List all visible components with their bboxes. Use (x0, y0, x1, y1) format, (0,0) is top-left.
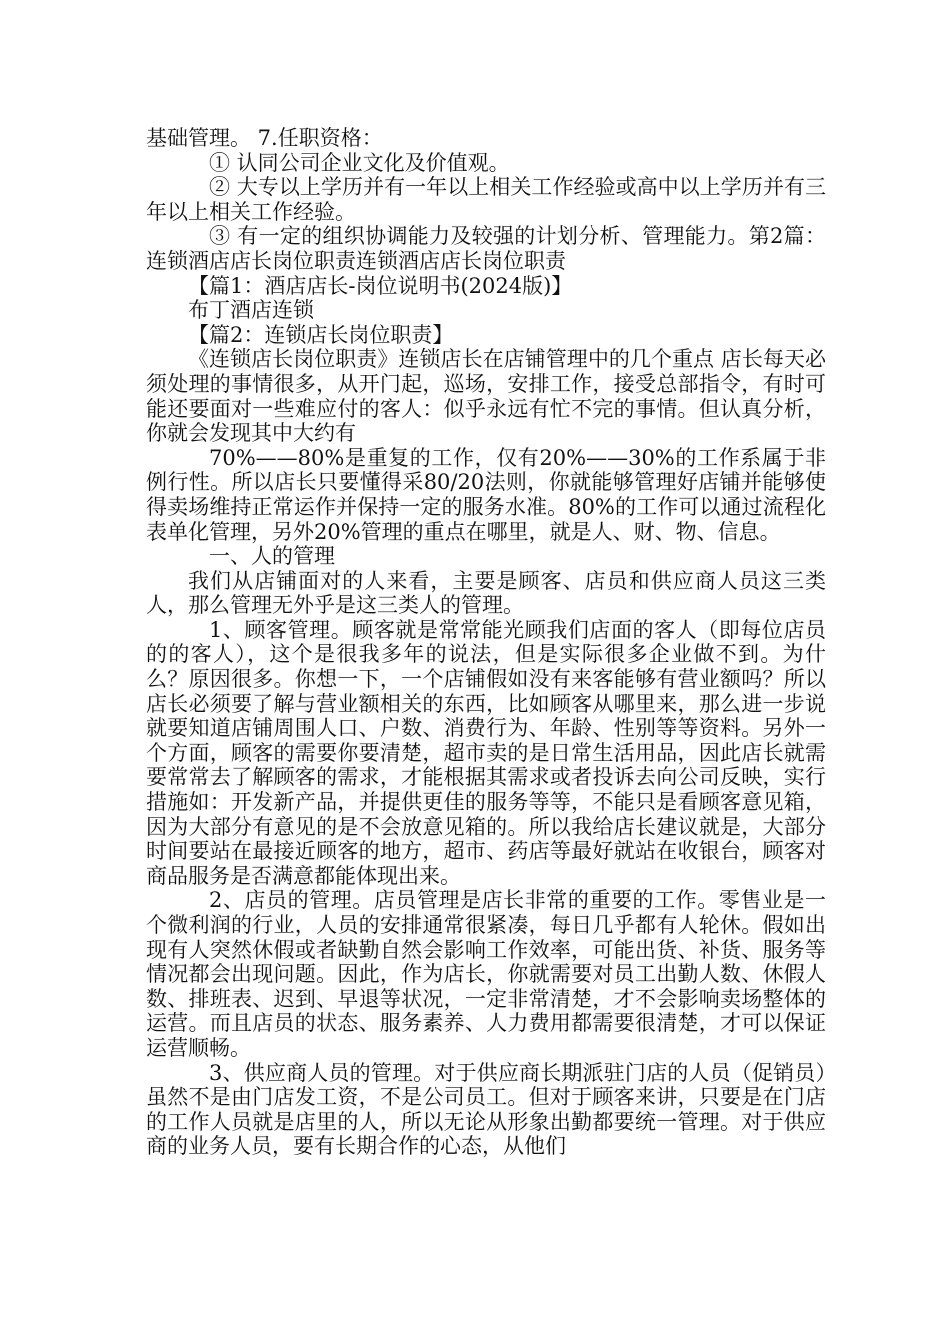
paragraph-8: 《连锁店长岗位职责》连锁店长在店铺管理中的几个重点 店长每天必须处理的事情很多，从开门起，巡场，安排工作，接受总部指令，有时可能还要面对一些难应付的客人：似乎永远有忙不完的事情。但认真分析，你就会发现其中大约有 (146, 347, 826, 446)
paragraph-1: 基础管理。 7.任职资格： (146, 126, 383, 150)
document-page (146, 126, 826, 1159)
paragraph-9: 70%——80%是重复的工作，仅有20%——30%的工作系属于非例行性。所以店长只要懂得采80/20法则，你就能够管理好店铺并能够使得卖场维持正常运作并保持一定的服务水准。80%的工作可以通过流程化表单化管理，另外20%管理的重点在哪里，就是人、财、物、信息。 (146, 445, 826, 544)
paragraph-11: 我们从店铺面对的人来看，主要是顾客、店员和供应商人员这三类人，那么管理无外乎是这三类人的管理。 (146, 568, 826, 618)
paragraph-5: 【篇1：酒店店长-岗位说明书(2024版)】 (188, 273, 573, 298)
paragraph-4: ③ 有一定的组织协调能力及较强的计划分析、管理能力。第2篇：连锁酒店店长岗位职责连锁酒店店长岗位职责 (146, 224, 826, 273)
paragraph-2: ① 认同公司企业文化及价值观。 (209, 150, 510, 175)
paragraph-13: 2、店员的管理。店员管理是店长非常的重要的工作。零售业是一个微利润的行业，人员的安排通常很紧凑，每日几乎都有人轮休。假如出现有人突然休假或者缺勤自然会影响工作效率，可能出货、补货、服务等情况都会出现问题。因此，作为店长，你就需要对员工出勤人数、休假人数、排班表、迟到、早退等状况，一定非常清楚，才不会影响卖场整体的运营。而且店员的状态、服务素养、人力费用都需要很清楚，才可以保证运营顺畅。 (146, 888, 826, 1060)
paragraph-6: 布丁酒店连锁 (188, 298, 314, 323)
paragraph-3: ② 大专以上学历并有一年以上相关工作经验或高中以上学历并有三年以上相关工作经验。 (146, 175, 826, 224)
paragraph-10: 一、人的管理 (209, 544, 335, 569)
paragraph-14: 3、供应商人员的管理。对于供应商长期派驻门店的人员（促销员）虽然不是由门店发工资，不是公司员工。但对于顾客来讲，只要是在门店的工作人员就是店里的人，所以无论从形象出勤都要统一管理。对于供应商的业务人员，要有长期合作的心态，从他们 (146, 1060, 826, 1159)
paragraph-12: 1、顾客管理。顾客就是常常能光顾我们店面的客人（即每位店员的的客人），这个是很我多年的说法，但是实际很多企业做不到。为什么？原因很多。你想一下，一个店铺假如没有来客能够有营业额吗？所以店长必须要了解与营业额相关的东西，比如顾客从哪里来，那么进一步说就要知道店铺周围人口、户数、消费行为、年龄、性别等等资料。另外一个方面，顾客的需要你要清楚，超市卖的是日常生活用品，因此店长就需要常常去了解顾客的需求，才能根据其需求或者投诉去向公司反映，实行措施如：开发新产品，并提供更佳的服务等等，不能只是看顾客意见箱，因为大部分有意见的是不会放意见箱的。所以我给店长建议就是，大部分时间要站在最接近顾客的地方，超市、药店等最好就站在收银台，顾客对商品服务是否满意都能体现出来。 (146, 617, 826, 888)
paragraph-7: 【篇2：连锁店长岗位职责】 (188, 322, 454, 347)
